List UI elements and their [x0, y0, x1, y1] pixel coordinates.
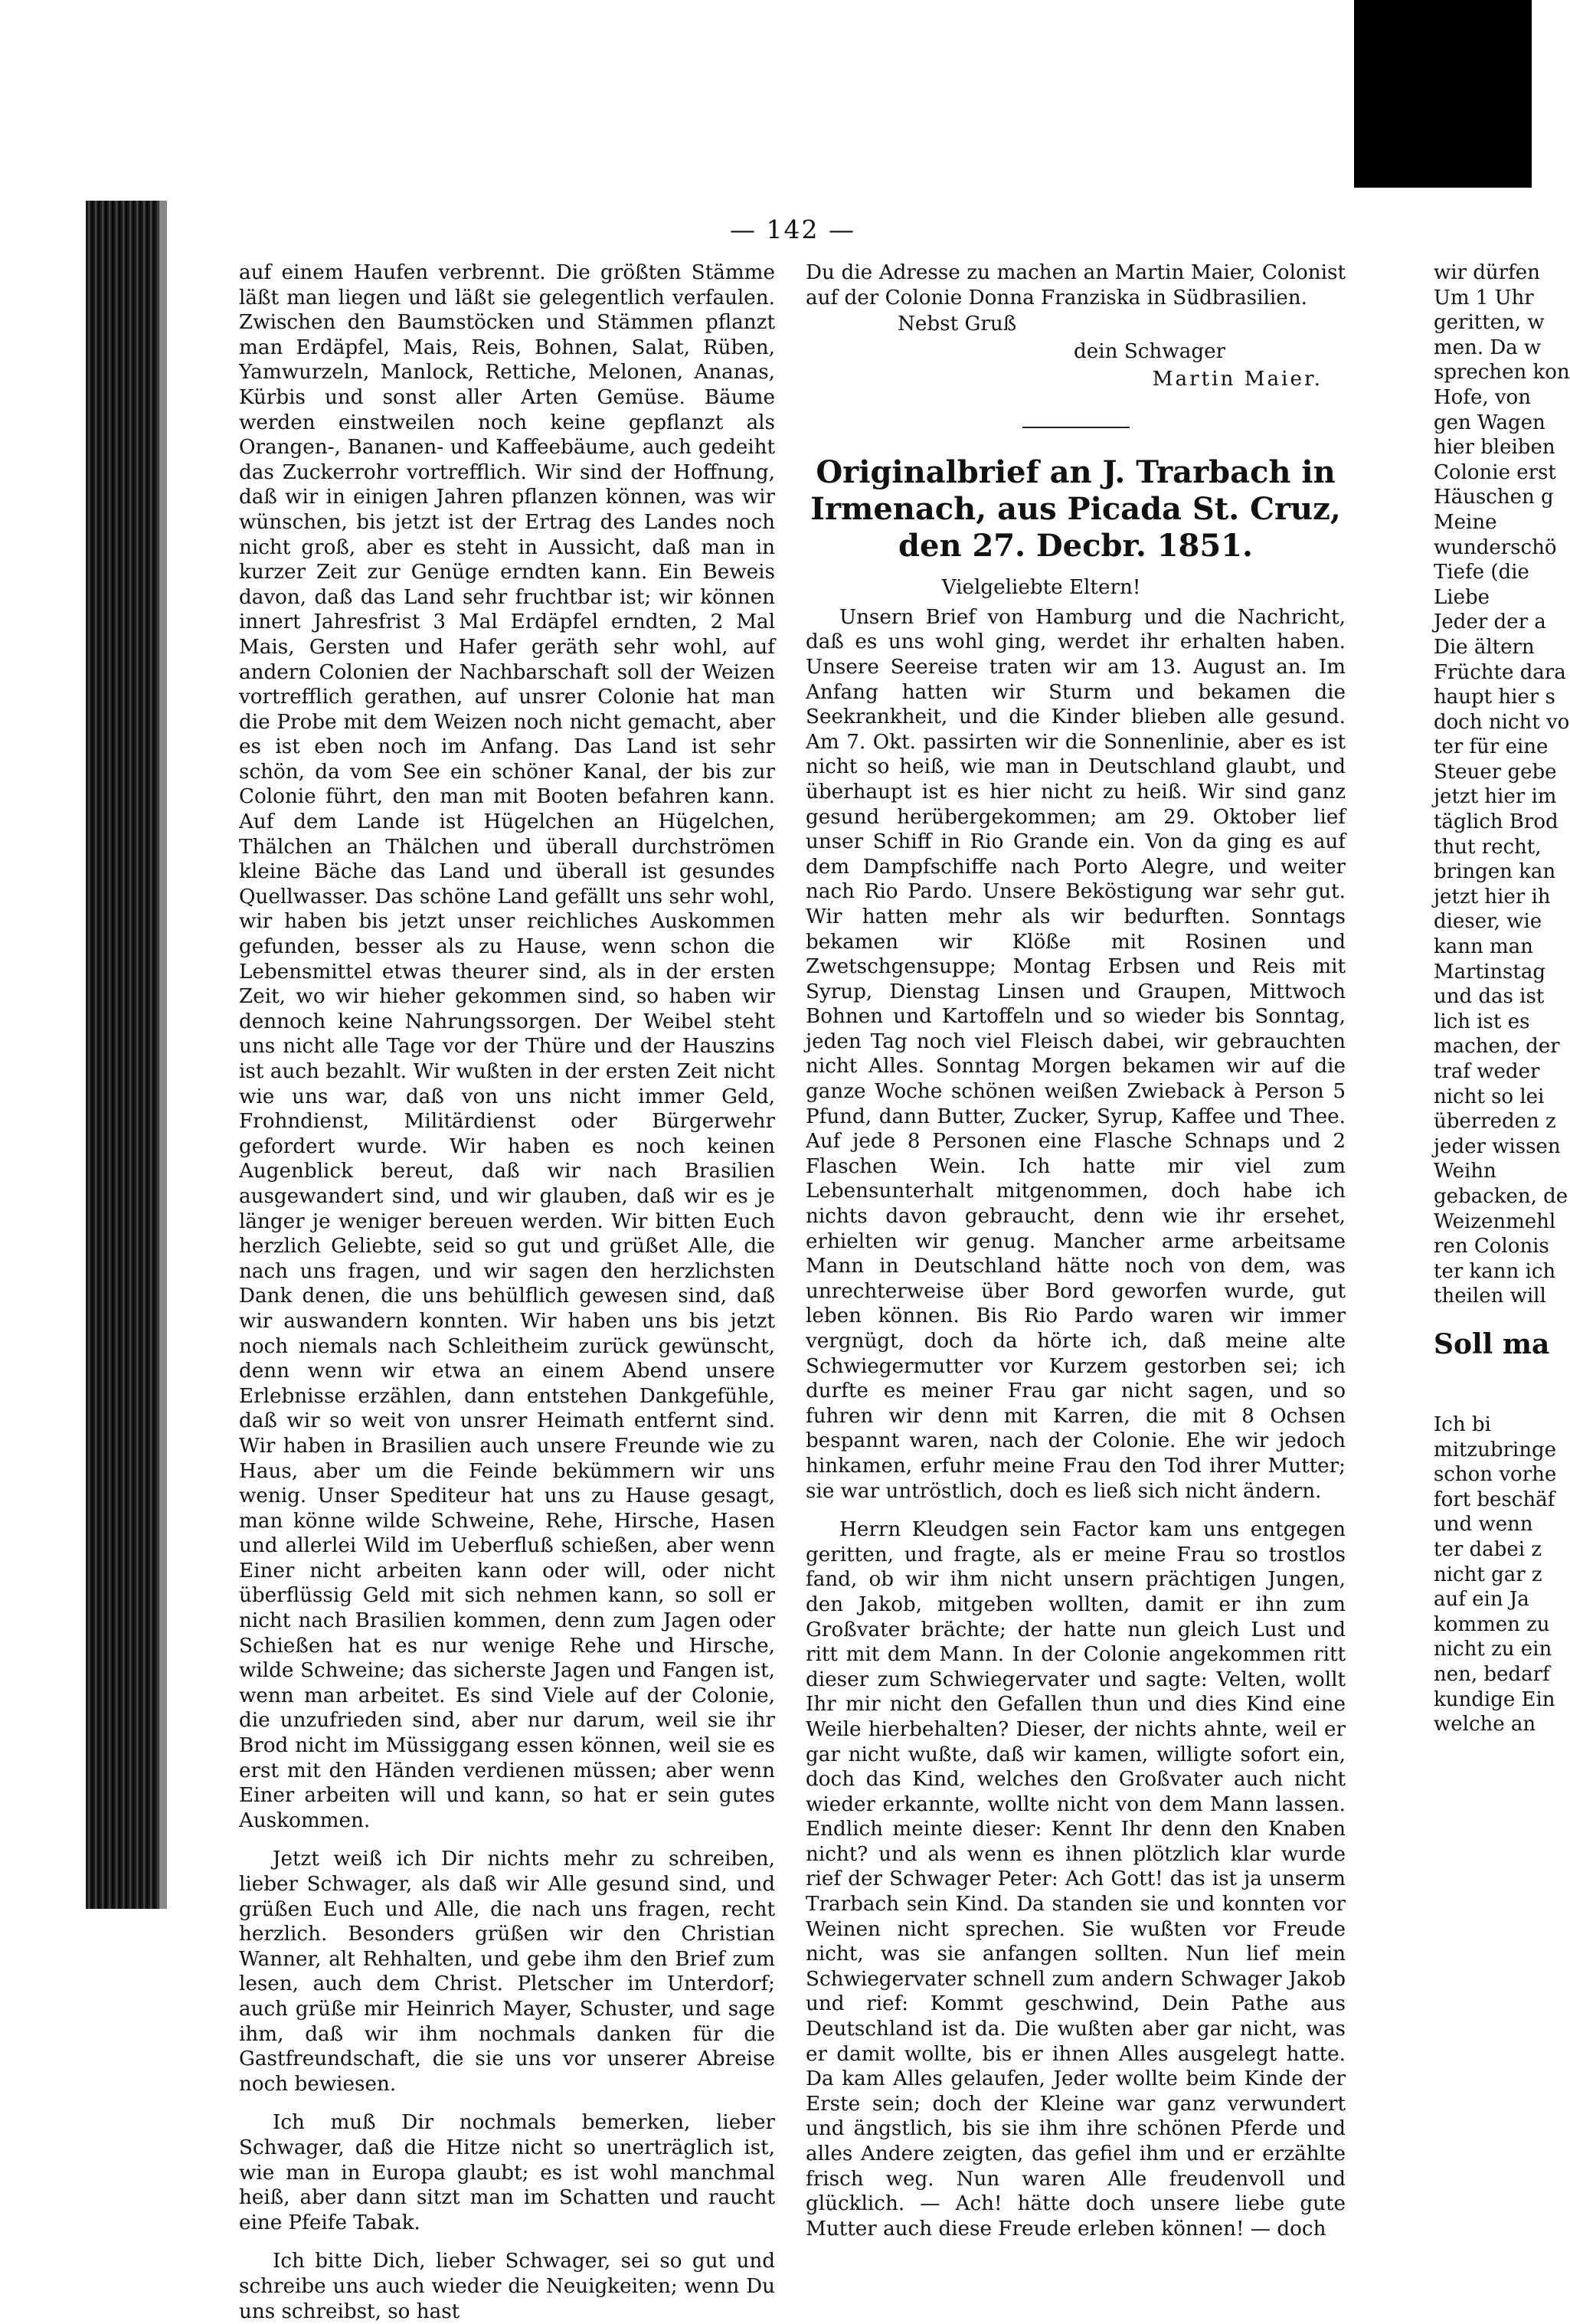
article-headline: Originalbrief an J. Trarbach in Irmenach, aus Picada St. Cruz, den 27. Decbr. 1851.	[810, 454, 1341, 565]
letter-continuation: Du die Adresse zu machen an Martin Maier, Colonist auf der Colonie Donna Franziska in Südbrasilien.	[806, 261, 1346, 309]
salutation: Vielgeliebte Eltern!	[941, 576, 1141, 600]
right-column-lower-fragment	[1434, 1412, 1557, 1737]
line-fragment: Um 1 Uhr	[1434, 286, 1534, 309]
line-fragment: mitzubringe	[1434, 1438, 1557, 1462]
line-fragment: Weizenmehl	[1434, 1209, 1556, 1233]
line-fragment: nicht so lei	[1434, 1085, 1545, 1108]
line-fragment: und wenn	[1434, 1513, 1533, 1537]
right-column-fragment	[1434, 260, 1570, 1309]
line-fragment: Steuer gebe	[1434, 760, 1557, 784]
line-fragment: ter dabei z	[1434, 1537, 1542, 1561]
line-fragment: thut recht,	[1434, 835, 1542, 859]
line-fragment: ren Colonis	[1434, 1235, 1549, 1259]
line-fragment: nicht gar z	[1434, 1563, 1542, 1586]
line-fragment: traf weder	[1434, 1060, 1540, 1083]
book-spine-edge	[86, 201, 159, 1909]
line-fragment: und das ist	[1434, 985, 1545, 1009]
paragraph: Ich bitte Dich, lieber Schwager, sei so gut und schreibe uns auch wieder die Neuigkeiten; wenn Du uns schreibst, so hast	[239, 2250, 775, 2323]
line-fragment: geritten, w	[1434, 311, 1545, 335]
line-fragment: Ich bi	[1434, 1413, 1491, 1436]
scan-black-band	[1354, 0, 1532, 188]
page-number: — 142 —	[730, 214, 855, 244]
scan-top-margin	[0, 0, 1532, 188]
line-fragment: Tiefe (die	[1434, 561, 1529, 584]
line-fragment: hier bleiben	[1434, 436, 1555, 460]
line-fragment: wunderschö	[1434, 535, 1557, 559]
line-fragment: auf ein Ja	[1434, 1588, 1529, 1612]
line-fragment: kundige Ein	[1434, 1687, 1555, 1711]
line-fragment: Die ältern	[1434, 635, 1535, 659]
line-fragment: wir dürfen	[1434, 261, 1540, 284]
page-gutter	[159, 201, 167, 1909]
line-fragment: ter kann ich	[1434, 1259, 1556, 1283]
line-fragment: bringen kan	[1434, 860, 1556, 884]
line-fragment: nen, bedarf	[1434, 1662, 1550, 1686]
closing-greeting: Nebst Gruß	[898, 313, 1017, 336]
line-fragment: ter für eine	[1434, 735, 1549, 759]
line-fragment: jetzt hier im	[1434, 785, 1557, 809]
line-fragment: Früchte dara	[1434, 660, 1566, 684]
signature-name: Martin Maier.	[1152, 368, 1323, 391]
line-fragment: kommen zu	[1434, 1612, 1550, 1636]
line-fragment: Meine	[1434, 510, 1497, 534]
middle-column	[806, 260, 1346, 2241]
paragraph: Ich muß Dir nochmals bemerken, lieber Schwager, daß die Hitze nicht so unerträglich ist, wie man in Europa glaubt; es ist wohl manchmal heiß, aber dann sitzt man im Schatten und raucht eine Pfeife Tabak.	[239, 2111, 775, 2234]
line-fragment: Jeder der a	[1434, 610, 1546, 634]
line-fragment: Weihn	[1434, 1160, 1496, 1183]
line-fragment: überreden z	[1434, 1110, 1556, 1134]
line-fragment: lich ist es	[1434, 1010, 1530, 1033]
line-fragment: gebacken, de	[1434, 1184, 1568, 1208]
paragraph: Jetzt weiß ich Dir nichts mehr zu schreiben, lieber Schwager, als daß wir Alle gesund sind, und grüßen Euch und Alle, die nach uns fragen, recht herzlich. Besonders grüßen wir den Christian Wanner, alt Rehhalten, und gebe ihm den Brief zum lesen, auch dem Christ. Pletscher im Unterdorf; auch grüße mir Heinrich Mayer, Schuster, und sage ihm, daß wir ihm nochmals danken für die Gastfreundschaft, die sie uns vor unserer Abreise noch bewiesen.	[239, 1848, 775, 2096]
line-fragment: täglich Brod	[1434, 810, 1559, 834]
signature-prefix: dein Schwager	[1074, 340, 1226, 364]
line-fragment: theilen will	[1434, 1285, 1546, 1308]
line-fragment: jetzt hier ih	[1434, 885, 1551, 908]
line-fragment: dieser, wie	[1434, 910, 1542, 934]
line-fragment: welche an	[1434, 1713, 1536, 1736]
line-fragment: men. Da w	[1434, 336, 1542, 359]
line-fragment: nicht zu ein	[1434, 1638, 1552, 1661]
line-fragment: Colonie erst	[1434, 460, 1556, 484]
line-fragment: schon vorhe	[1434, 1463, 1557, 1487]
line-fragment: haupt hier s	[1434, 686, 1555, 709]
line-fragment: Hofe, von	[1434, 385, 1531, 409]
line-fragment: doch nicht vo	[1434, 710, 1570, 734]
line-fragment: sprechen kon	[1434, 361, 1570, 385]
paragraph: Unsern Brief von Hamburg und die Nachricht, daß es uns wohl ging, werdet ihr erhalten haben. Unsere Seereise traten wir am 13. August an. Im Anfang hatten wir Sturm und bekamen die Seekrankheit, und die Kinder blieben alle gesund. Am 7. Okt. passirten wir die Sonnenlinie, aber es ist nicht so heiß, wie man in Deutschland glaubt, und überhaupt ist es hier nicht zu heiß. Wir sind ganz gesund herübergekommen; am 29. Oktober lief unser Schiff in Rio Grande ein. Von da ging es auf dem Dampfschiffe nach Porto Alegre, und weiter nach Rio Pardo. Unsere Beköstigung war sehr gut. Wir hatten mehr als wir bedurften. Sonntags bekamen wir Klöße mit Rosinen und Zwetschgensuppe; Montag Erbsen und Reis mit Syrup, Dienstag Linsen und Graupen, Mittwoch Bohnen und Kartoffeln und so wieder bis Sonntag, jeden Tag noch viel Fleisch dabei, wir gebrauchten nicht Alles. Sonntag Morgen bekamen wir auf die ganze Woche schönen weißen Zwieback à Person 5 Pfund, dann Butter, Zucker, Syrup, Kaffee und Thee. Auf jede 8 Personen eine Flasche Schnaps und 2 Flaschen Wein. Ich hatte mir viel zum Lebensunterhalt mitgenommen, doch habe ich nichts davon gebraucht, denn wie ihr ersehet, erhielten wir genug. Mancher arme arbeitsame Mann in Deutschland hätte noch von dem, was unrechterweise über Bord geworfen wurde, gut leben können. Bis Rio Pardo waren wir immer vergnügt, doch da hörte ich, daß meine alte Schwiegermutter vor Kurzem gestorben sei; ich durfte es meiner Frau gar nicht sagen, und so fuhren wir denn mit Karren, die mit 8 Ochsen bespannt waren, nach der Colonie. Ehe wir jedoch hinkamen, erfuhr meine Frau den Tod ihrer Mutter; sie war untröstlich, doch es ließ sich nicht ändern.	[806, 605, 1346, 1503]
right-section-heading: Soll ma	[1434, 1328, 1550, 1360]
line-fragment: kann man	[1434, 935, 1533, 959]
line-fragment: Liebe	[1434, 585, 1490, 609]
line-fragment: Häuschen g	[1434, 486, 1554, 509]
left-column	[239, 260, 775, 2324]
line-fragment: gen Wagen	[1434, 411, 1545, 434]
line-fragment: machen, der	[1434, 1035, 1560, 1059]
section-divider	[1022, 427, 1130, 428]
line-fragment: jeder wissen	[1434, 1134, 1561, 1158]
line-fragment: Martinstag	[1434, 960, 1545, 984]
paragraph: auf einem Haufen verbrennt. Die größten Stämme läßt man liegen und läßt sie gelegentlich verfaulen. Zwischen den Baumstöcken und Stämmen pflanzt man Erdäpfel, Mais, Reis, Bohnen, Salat, Rüben, Yamwurzeln, Manlock, Rettiche, Melonen, Ananas, Kürbis und sonst aller Arten Gemüse. Bäume werden einstweilen noch keine gepflanzt als Orangen-, Bananen- und Kaffeebäume, auch gedeiht das Zuckerrohr vortrefflich. Wir sind der Hoffnung, daß wir in einigen Jahren pflanzen können, was wir wünschen, bis jetzt ist der Ertrag des Landes noch nicht groß, aber es steht in Aussicht, daß man in kurzer Zeit zur Genüge erndten kann. Ein Beweis davon, daß das Land sehr fruchtbar ist; wir können innert Jahresfrist 3 Mal Erdäpfel erndten, 2 Mal Mais, Gersten und Hafer geräth sehr wohl, auf andern Colonien der Nachbarschaft soll der Weizen vortrefflich gerathen, auf unsrer Colonie hat man die Probe mit dem Weizen noch nicht gemacht, aber es ist eben noch im Anfang. Das Land ist sehr schön, da vom See ein schöner Kanal, der bis zur Colonie führt, den man mit Booten befahren kann. Auf dem Lande ist Hügelchen an Hügelchen, Thälchen an Thälchen und überall durchströmen kleine Bäche das Land und überall ist gesundes Quellwasser. Das schöne Land gefällt uns sehr wohl, wir haben bis jetzt unser reichliches Auskommen gefunden, besser als zu Hause, wenn schon die Lebensmittel etwas theurer sind, als in der ersten Zeit, wo wir hieher gekommen sind, so haben wir dennoch keine Nahrungssorgen. Der Weibel steht uns nicht alle Tage vor der Thüre und der Hauszins ist auch bezahlt. Wir wußten in der ersten Zeit nicht wie uns war, daß von uns nicht immer Geld, Frohndienst, Militärdienst oder Bürgerwehr gefordert wurde. Wir haben es noch keinen Augenblick bereut, daß wir nach Brasilien ausgewandert sind, und wir glauben, daß wir es je länger je weniger bereuen werden. Wir bitten Euch herzlich Geliebte, seid so gut und grüßet Alle, die nach uns fragen, und wir sagen den herzlichsten Dank denen, die uns behülflich gewesen sind, daß wir auswandern konnten. Wir haben uns bis jetzt noch niemals nach Schleitheim zurück gewünscht, denn wenn wir etwa an einem Abend unsere Erlebnisse erzählen, dann entstehen Dankgefühle, daß wir so weit von unsrer Heimath entfernt sind. Wir haben in Brasilien auch unsere Freunde wie zu Haus, aber um die Feinde bekümmern wir uns wenig. Unser Spediteur hat uns zu Hause gesagt, man könne wilde Schweine, Rehe, Hirsche, Hasen und allerlei Wild im Ueberfluß schießen, aber wenn Einer nicht arbeiten kann oder will, oder nicht überflüssig Geld mit sich nehmen kann, so soll er nicht nach Brasilien kommen, denn zum Jagen oder Schießen hat es nur wenige Rehe und Hirsche, wilde Schweine; das sicherste Jagen und Fangen ist, wenn man arbeitet. Es sind Viele auf der Colonie, die unzufrieden sind, aber nur darum, weil sie ihr Brod nicht im Müssiggang essen können, weil sie es erst mit den Händen verdienen müssen; aber wenn Einer arbeiten will und kann, so hat er sein gutes Auskommen.	[239, 261, 775, 1832]
line-fragment: fort beschäf	[1434, 1488, 1555, 1511]
paragraph: Herrn Kleudgen sein Factor kam uns entgegen geritten, und fragte, als er meine Frau so trostlos fand, ob wir ihm nicht unsern prächtigen Jungen, den Jakob, mitgeben wollten, damit er ihn zum Großvater brächte; der hatte nun gleich Lust und ritt mit dem Mann. In der Colonie angekommen ritt dieser zum Schwiegervater und sagte: Velten, wollt Ihr mir nicht den Gefallen thun und dies Kind eine Weile hierbehalten? Dieser, der nichts ahnte, weil er gar nicht wußte, daß wir kamen, willigte sofort ein, doch das Kind, welches den Großvater auch nicht wieder erkannte, wollte nicht von dem Mann lassen. Endlich meinte dieser: Kennt Ihr denn den Knaben nicht? und als wenn es ihnen plötzlich klar wurde rief der Schwager Peter: Ach Gott! das ist ja unserm Trarbach sein Kind. Da standen sie und konnten vor Weinen nicht sprechen. Sie wußten vor Freude nicht, was sie anfangen sollten. Nun lief mein Schwiegervater schnell zum andern Schwager Jakob und rief: Kommt geschwind, Dein Pathe aus Deutschland ist da. Die wußten aber gar nicht, was er damit wollte, bis er ihnen Alles ausgelegt hatte. Da kam Alles gelaufen, Jeder wollte beim Kinde der Erste sein; doch der Kleine war ganz verwundert und ängstlich, bis sie ihm ihre schönen Pferde und alles Andere zeigten, das gefiel ihm und er erzählte frisch weg. Nun waren Alle freudenvoll und glücklich. — Ach! hätte doch unsere liebe gute Mutter auch diese Freude erleben können! — doch	[806, 1518, 1346, 2241]
